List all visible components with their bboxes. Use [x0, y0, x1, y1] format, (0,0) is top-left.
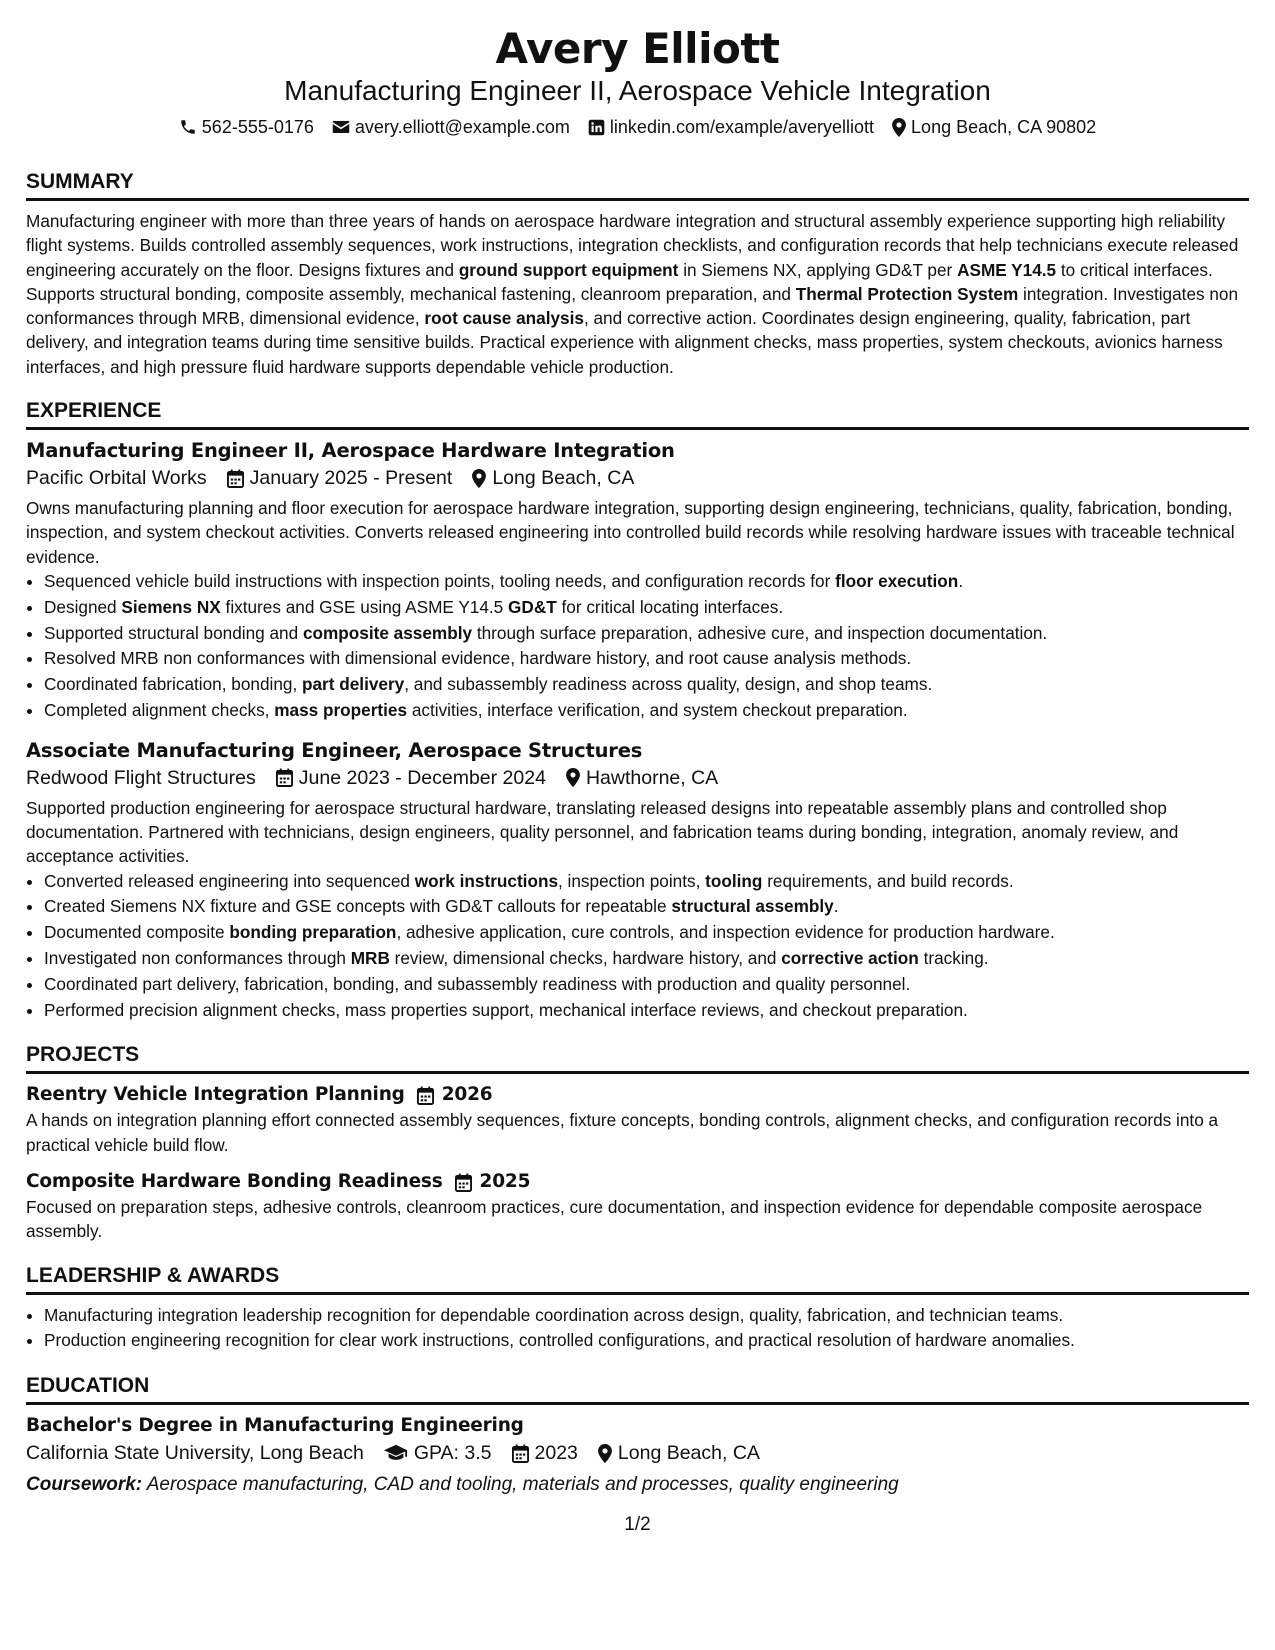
leadership-list	[26, 1303, 1249, 1355]
education-year: 2023	[534, 1442, 578, 1465]
job-title: Manufacturing Engineer II, Aerospace Hardware Integration	[26, 439, 675, 463]
bullet-item	[44, 595, 1249, 621]
text-run: fixtures and GSE using ASME Y14.5	[220, 596, 509, 617]
text-run: Investigated non conformances through	[44, 948, 351, 969]
leadership-item: • Manufacturing integration leadership recognition for dependable coordination across design, quality, fabrication, and technician teams.	[44, 1303, 1249, 1329]
calendar-icon	[512, 1444, 529, 1463]
bullet-item	[44, 920, 1249, 946]
text-run: Supported structural bonding and	[44, 622, 303, 643]
leadership-section	[26, 1264, 1249, 1355]
job-meta	[26, 764, 1249, 792]
coursework-label: Coursework:	[26, 1474, 143, 1496]
bold-keyword: bonding preparation	[229, 922, 397, 943]
text-run: Sequenced vehicle build instructions with inspection points, tooling needs, and configuration records for	[44, 570, 836, 591]
job-entry	[26, 438, 1249, 724]
text-run: requirements, and build records.	[762, 870, 1014, 891]
job-description: Supported production engineering for aerospace structural hardware, translating released designs into repeatable assembly plans and controlled shop documentation. Partnered with technicians, design engineers, quality personnel, and fabrication teams during bonding, integration, anomaly review, and acceptance activities.	[26, 797, 1179, 867]
text-run: tracking.	[918, 948, 989, 969]
linkedin-text: linkedin.com/example/averyelliott	[609, 117, 875, 137]
project-entry	[26, 1082, 1249, 1157]
calendar-icon	[417, 1086, 434, 1105]
bold-keyword: part delivery	[302, 674, 405, 695]
bold-keyword: corrective action	[781, 948, 919, 969]
text-run: Performed precision alignment checks, mass properties support, mechanical interface reviews, and checkout preparation.	[44, 999, 968, 1020]
section-title-experience: EXPERIENCE	[26, 399, 1249, 430]
experience-section	[26, 399, 1249, 1023]
education-gpa: GPA: 3.5	[413, 1442, 492, 1465]
education-section	[26, 1374, 1249, 1499]
text-run: Completed alignment checks,	[44, 699, 275, 720]
calendar-icon	[455, 1173, 472, 1192]
job-bullets	[26, 569, 1249, 724]
text-run: for critical locating interfaces.	[556, 596, 784, 617]
bullet-item	[44, 569, 1249, 595]
phone-text: 562-555-0176	[201, 117, 314, 137]
bold-keyword: floor execution	[835, 570, 959, 591]
text-run: to critical interfaces. Supports structural bonding, composite assembly, mechanical fastening, cleanroom preparation, and	[26, 259, 1213, 304]
education-meta	[26, 1439, 1249, 1467]
text-run: review, dimensional checks, hardware history, and	[389, 948, 782, 969]
candidate-name: Avery Elliott	[495, 24, 780, 73]
school-name: California State University, Long Beach	[26, 1442, 364, 1465]
section-title-leadership: LEADERSHIP & AWARDS	[26, 1264, 1249, 1295]
summary-text	[26, 209, 1249, 379]
bold-keyword: composite assembly	[302, 622, 473, 643]
job-dates: January 2025 - Present	[249, 467, 453, 490]
text-run: Designed	[44, 596, 122, 617]
job-entry	[26, 738, 1249, 1024]
contact-phone[interactable]	[179, 116, 314, 138]
text-run: , inspection points,	[558, 870, 706, 891]
job-title: Associate Manufacturing Engineer, Aerospace Structures	[26, 738, 643, 762]
text-run: through surface preparation, adhesive cure, and inspection documentation.	[472, 622, 1048, 643]
project-name: Composite Hardware Bonding Readiness	[26, 1171, 443, 1193]
bullet-item	[44, 972, 1249, 998]
text-run: , adhesive application, cure controls, and inspection evidence for production hardware.	[396, 922, 1055, 943]
text-run: in Siemens NX, applying GD&T per	[678, 259, 958, 280]
text-run: Resolved MRB non conformances with dimensional evidence, hardware history, and root cause analysis methods.	[44, 648, 912, 669]
job-location: Hawthorne, CA	[585, 766, 719, 789]
bullet-item	[44, 869, 1249, 895]
projects-section	[26, 1043, 1249, 1243]
bold-keyword: GD&T	[508, 596, 557, 617]
map-pin-icon	[566, 768, 580, 787]
linkedin-icon	[588, 119, 605, 136]
job-company: Redwood Flight Structures	[26, 766, 256, 789]
text-run: Documented composite	[44, 922, 230, 943]
page-number: 1/2	[624, 1514, 651, 1535]
text-run: Coordinated fabrication, bonding,	[44, 674, 302, 695]
degree-title	[26, 1413, 1249, 1439]
text-run: .	[958, 570, 964, 591]
project-header	[26, 1169, 1249, 1195]
map-pin-icon	[472, 469, 486, 488]
phone-icon	[179, 118, 197, 136]
bold-keyword: Siemens NX	[121, 596, 221, 617]
coursework-text: Aerospace manufacturing, CAD and tooling, materials and processes, quality engineering	[146, 1474, 899, 1496]
candidate-headline: Manufacturing Engineer II, Aerospace Vehicle Integration	[284, 75, 991, 106]
project-year: 2025	[479, 1171, 531, 1193]
bullet-item	[44, 894, 1249, 920]
coursework-line	[26, 1471, 1249, 1499]
contact-row	[26, 116, 1249, 138]
text-run: .	[833, 896, 839, 917]
section-title-education: EDUCATION	[26, 1374, 1249, 1405]
section-title-projects: PROJECTS	[26, 1043, 1249, 1074]
section-title-summary: SUMMARY	[26, 170, 1249, 201]
bold-keyword: ground support equipment	[458, 259, 679, 280]
bullet-item	[44, 698, 1249, 724]
bold-keyword: mass properties	[274, 699, 408, 720]
project-header	[26, 1082, 1249, 1108]
project-name: Reentry Vehicle Integration Planning	[26, 1084, 405, 1106]
bold-keyword: Thermal Protection System	[795, 283, 1019, 304]
degree-name: Bachelor's Degree in Manufacturing Engineering	[26, 1415, 524, 1437]
leadership-item: • Production engineering recognition for clear work instructions, controlled configurations, and practical resolution of hardware anomalies.	[44, 1328, 1249, 1354]
bullet-item	[44, 998, 1249, 1024]
summary-section	[26, 170, 1249, 379]
job-bullets	[26, 869, 1249, 1024]
map-pin-icon	[892, 118, 906, 137]
bold-keyword: MRB	[350, 948, 390, 969]
job-dates: June 2023 - December 2024	[298, 766, 546, 789]
contact-email[interactable]	[332, 116, 570, 138]
text-run: Coordinated part delivery, fabrication, bonding, and subassembly readiness with production and quality personnel.	[44, 973, 911, 994]
project-description: Focused on preparation steps, adhesive controls, cleanroom practices, cure documentation, and inspection evidence for dependable composite aerospace assembly.	[26, 1197, 1203, 1242]
project-year: 2026	[441, 1084, 493, 1106]
envelope-icon	[332, 119, 350, 135]
contact-linkedin[interactable]	[588, 116, 874, 138]
bold-keyword: ASME Y14.5	[957, 259, 1057, 280]
graduation-cap-icon	[384, 1444, 408, 1462]
bold-keyword: work instructions	[414, 870, 558, 891]
calendar-icon	[276, 768, 293, 787]
job-location: Long Beach, CA	[492, 467, 635, 490]
text-run: Converted released engineering into sequenced	[44, 870, 415, 891]
location-text: Long Beach, CA 90802	[911, 117, 1097, 137]
bullet-item	[44, 646, 1249, 672]
project-entry	[26, 1169, 1249, 1244]
education-location: Long Beach, CA	[617, 1442, 760, 1465]
text-run: Created Siemens NX fixture and GSE concepts with GD&T callouts for repeatable	[44, 896, 672, 917]
bullet-item	[44, 672, 1249, 698]
bold-keyword: tooling	[705, 870, 763, 891]
job-description: Owns manufacturing planning and floor execution for aerospace hardware integration, supporting design engineering, technicians, quality, fabrication, bonding, inspection, and system checkout activities. Converts released engineering into controlled build records while resolving hardware issues with traceable technical evidence.	[26, 498, 1235, 567]
text-run: activities, interface verification, and system checkout preparation.	[407, 699, 908, 720]
bold-keyword: structural assembly	[671, 896, 834, 917]
bullet-item	[44, 946, 1249, 972]
bullet-item	[44, 621, 1249, 647]
text-run: integration. Investigates non conformances through MRB, dimensional evidence,	[26, 283, 1239, 329]
job-meta	[26, 464, 1249, 492]
job-company: Pacific Orbital Works	[26, 467, 207, 490]
contact-location	[892, 116, 1096, 138]
project-description: A hands on integration planning effort connected assembly sequences, fixture concepts, bonding controls, alignment checks, and configuration records into a practical vehicle build flow.	[26, 1110, 1219, 1155]
resume-header	[26, 24, 1249, 138]
map-pin-icon	[598, 1444, 612, 1463]
text-run: , and corrective action. Coordinates design engineering, quality, fabrication, part delivery, and integration teams during time sensitive builds. Practical experience with alignment checks, mass properties, system checkouts, avionics harness interfaces, and high pressure fluid hardware supports dependable vehicle production.	[26, 308, 1223, 377]
text-run: Manufacturing engineer with more than three years of hands on aerospace hardware integration and structural assembly experience supporting high reliability flight systems. Builds controlled assembly sequences, work instructions, integration checklists, and configuration records that help technicians execute released engineering accurately on the floor. Designs fixtures and	[26, 211, 1239, 280]
calendar-icon	[227, 469, 244, 488]
email-text: avery.elliott@example.com	[354, 117, 570, 137]
bold-keyword: root cause analysis	[424, 308, 584, 329]
text-run: , and subassembly readiness across quality, design, and shop teams.	[404, 674, 933, 695]
